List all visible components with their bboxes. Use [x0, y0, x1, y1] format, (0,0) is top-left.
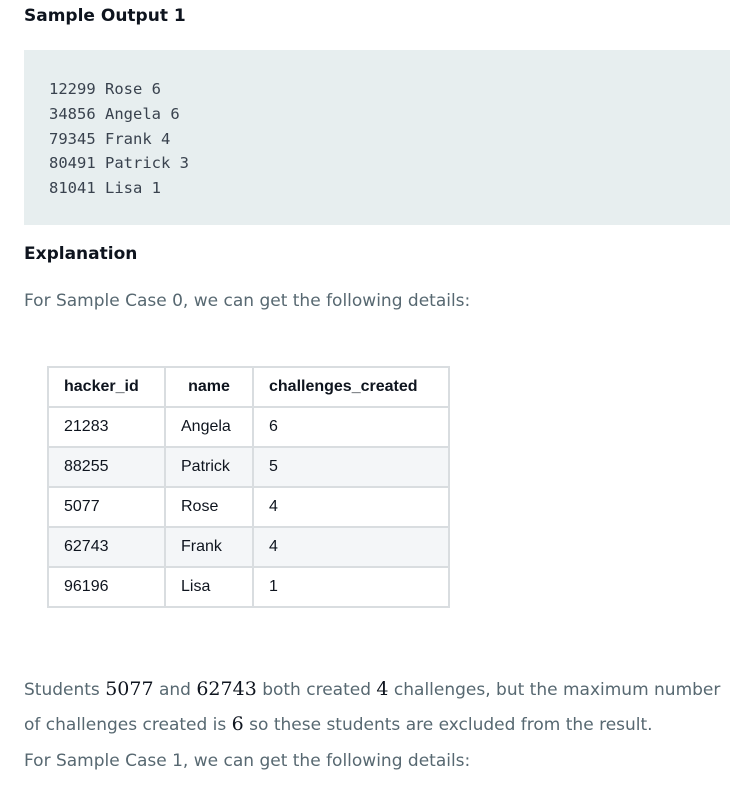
cell-challenges-created: 6	[253, 407, 449, 447]
cell-hacker-id: 96196	[48, 567, 165, 607]
text-segment: Students	[24, 680, 106, 700]
cell-name: Lisa	[165, 567, 253, 607]
cell-hacker-id: 88255	[48, 447, 165, 487]
math-value: 5077	[105, 678, 154, 700]
text-segment: challenges, but the maximum number of challenges created is	[24, 680, 721, 735]
code-line: 79345 Frank 4	[49, 129, 171, 148]
cell-name: Patrick	[165, 447, 253, 487]
code-line: 12299 Rose 6	[49, 80, 161, 98]
explanation-heading: Explanation	[24, 244, 138, 264]
cell-name: Rose	[165, 487, 253, 527]
table-row	[48, 527, 449, 567]
cell-name: Angela	[165, 407, 253, 447]
text-segment: both created	[256, 680, 377, 700]
cell-challenges-created: 1	[253, 567, 449, 607]
cell-challenges-created: 4	[253, 527, 449, 567]
sample-output-heading: Sample Output 1	[24, 6, 186, 26]
case1-intro-text: For Sample Case 1, we can get the following details:	[24, 751, 471, 771]
math-value: 4	[376, 678, 389, 700]
math-value: 6	[231, 713, 244, 735]
column-header-name: name	[165, 367, 253, 407]
cell-name: Frank	[165, 527, 253, 567]
cell-hacker-id: 62743	[48, 527, 165, 567]
code-line: 80491 Patrick 3	[49, 154, 189, 173]
case0-intro-text: For Sample Case 0, we can get the following details:	[24, 291, 471, 311]
cell-challenges-created: 5	[253, 447, 449, 487]
cell-challenges-created: 4	[253, 487, 449, 527]
table-row	[48, 407, 449, 447]
math-value: 62743	[196, 678, 257, 700]
column-header-challenges-created: challenges_created	[253, 367, 449, 407]
table-row	[48, 487, 449, 527]
sample-output-code-block	[24, 50, 730, 225]
cell-hacker-id: 5077	[48, 487, 165, 527]
text-segment: so these students are excluded from the result.	[243, 715, 653, 735]
code-line: 34856 Angela 6	[49, 104, 180, 123]
students-excluded-text	[24, 672, 724, 742]
table-row	[48, 447, 449, 487]
cell-hacker-id: 21283	[48, 407, 165, 447]
code-line: 81041 Lisa 1	[49, 179, 161, 198]
column-header-hacker-id: hacker_id	[48, 367, 165, 407]
table-row	[48, 567, 449, 607]
text-segment: and	[153, 680, 197, 700]
table-header-row	[48, 367, 449, 407]
details-table	[47, 366, 450, 608]
